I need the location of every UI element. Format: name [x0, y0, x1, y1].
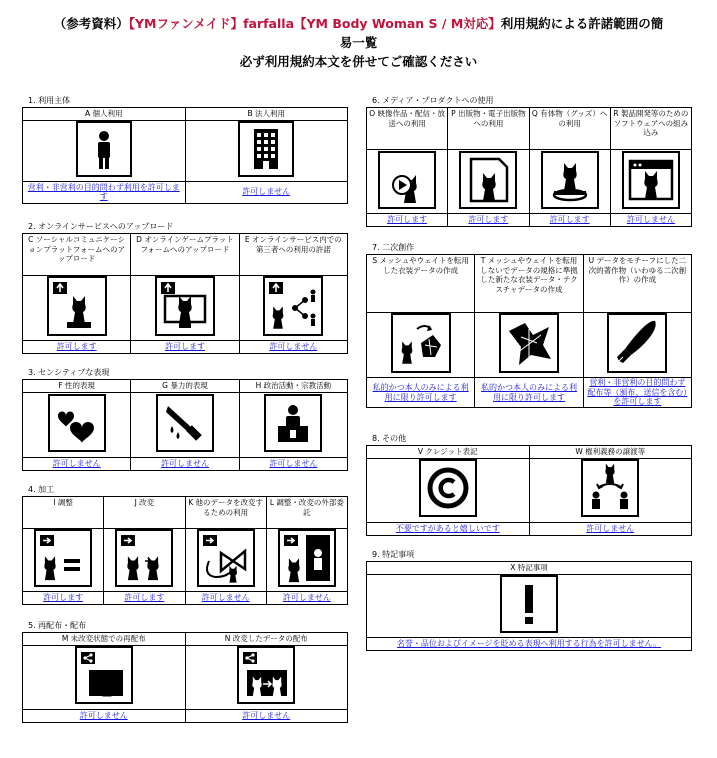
header-u: U データをモチーフにした二次的著作物（いわゆる二次創作）の作成	[583, 255, 691, 313]
header-h: H 政治活動・宗教活動	[239, 380, 347, 393]
section-9-label: 9. 特記事項	[372, 550, 415, 559]
redistribute-icon	[75, 646, 133, 704]
header-a: A 個人利用	[23, 108, 186, 121]
upload-cat-icon	[47, 276, 107, 336]
status-e: 許可しません	[239, 341, 347, 354]
header-w: W 権利義務の譲渡等	[529, 446, 692, 459]
header-r: R 製品開発等のためのソフトウェアへの組み込み	[610, 108, 691, 150]
section-8-table	[366, 445, 692, 536]
section-5-table	[22, 632, 348, 723]
title-product: 【YMファンメイド】farfalla【YM Body Woman S / M対応】	[128, 16, 501, 31]
status-c: 許可します	[23, 341, 131, 354]
status-n: 許可しません	[185, 709, 348, 722]
status-r: 許可しません	[610, 214, 691, 227]
exclamation-icon	[500, 575, 558, 633]
status-m: 許可しません	[23, 709, 186, 722]
title-prefix: （参考資料）	[53, 16, 129, 31]
status-u: 営利・非営利の目的問わず配布等（頒布、送信を含む）を許可します	[583, 378, 691, 408]
transfer-rights-icon	[581, 459, 639, 517]
mesh-transfer-icon	[391, 313, 451, 373]
header-s: S メッシュやウェイトを転用した衣装データの作成	[367, 255, 475, 313]
header-p: P 出版物・電子出版物への利用	[448, 108, 529, 150]
hearts-icon	[48, 394, 106, 452]
section-6-label: 6. メディア・プロダクトへの使用	[372, 96, 494, 105]
modify-icon	[115, 529, 173, 587]
status-g: 許可しません	[131, 458, 239, 471]
new-costume-icon	[499, 313, 559, 373]
header-n: N 改変したデータの配布	[185, 633, 348, 646]
header-l: L 調整・改変の外部委託	[266, 497, 347, 529]
section-1-table	[22, 107, 348, 204]
title-notice: 必ず利用規約本文を併せてご確認ください	[239, 54, 478, 69]
section-9-table	[366, 561, 692, 651]
status-k: 許可しません	[185, 592, 266, 605]
building-icon	[238, 121, 294, 177]
header-x: X 特記事項	[367, 562, 692, 575]
status-b: 許可しません	[185, 181, 348, 203]
section-8-label: 8. その他	[372, 434, 407, 443]
status-l: 許可しません	[266, 592, 347, 605]
status-o: 許可します	[367, 214, 448, 227]
video-icon	[378, 151, 436, 209]
header-t: T メッシュやウェイトを転用しないでデータの規格に準拠した新たな衣装データ・テクスチャデータの作成	[475, 255, 583, 313]
status-h: 許可しません	[239, 458, 347, 471]
header-d: D オンラインゲームプラットフォームへのアップロード	[131, 234, 239, 276]
knife-icon	[156, 394, 214, 452]
header-v: V クレジット表記	[367, 446, 530, 459]
status-x: 名誉・品位およびイメージを貶める表現へ利用する行為を許可しません。	[367, 637, 692, 650]
adjust-icon	[34, 529, 92, 587]
header-i: I 調整	[23, 497, 104, 529]
publication-icon	[459, 151, 517, 209]
status-v: 不要ですがあると嬉しいです	[367, 522, 530, 535]
status-q: 許可します	[529, 214, 610, 227]
header-e: E オンラインサービス内での第三者への利用の許諾	[239, 234, 347, 276]
status-p: 許可します	[448, 214, 529, 227]
podium-icon	[264, 394, 322, 452]
goods-icon	[541, 151, 599, 209]
status-a: 営利・非営利の目的問わず利用を許可します	[23, 181, 186, 203]
section-4-label: 4. 加工	[28, 485, 55, 494]
header-o: O 映像作品・配信・放送への利用	[367, 108, 448, 150]
section-4-table	[22, 496, 348, 605]
status-i: 許可します	[23, 592, 104, 605]
other-data-icon	[197, 529, 255, 587]
header-m: M 未改変状態での再配布	[23, 633, 186, 646]
distribute-modified-icon	[237, 646, 295, 704]
section-3-label: 3. センシティブな表現	[28, 368, 110, 377]
software-icon	[622, 151, 680, 209]
header-b: B 法人利用	[185, 108, 348, 121]
status-j: 許可します	[104, 592, 185, 605]
status-t: 私的かつ本人のみによる利用に限り許可します	[475, 378, 583, 408]
section-1-label: 1. 利用主体	[28, 96, 71, 105]
section-7-table	[366, 254, 692, 408]
outsource-icon	[278, 529, 336, 587]
header-g: G 暴力的表現	[131, 380, 239, 393]
header-c: C ソーシャルコミュニケーションプラットフォームへのアップロード	[23, 234, 131, 276]
upload-monitor-icon	[155, 276, 215, 336]
section-6-table	[366, 107, 692, 227]
header-j: J 改変	[104, 497, 185, 529]
status-f: 許可しません	[23, 458, 131, 471]
title-line2: 易一覧	[339, 35, 378, 50]
status-d: 許可します	[131, 341, 239, 354]
header-q: Q 有体物（グッズ）への利用	[529, 108, 610, 150]
section-2-table	[22, 233, 348, 354]
title-suffix: 利用規約による許諾範囲の簡	[500, 16, 664, 31]
status-s: 私的かつ本人のみによる利用に限り許可します	[367, 378, 475, 408]
header-f: F 性的表現	[23, 380, 131, 393]
share-people-icon	[263, 276, 323, 336]
section-2-label: 2. オンラインサービスへのアップロード	[28, 222, 174, 231]
section-5-label: 5. 再配布・配布	[28, 621, 87, 630]
header-k: K 他のデータを改変するための利用	[185, 497, 266, 529]
copyright-icon	[419, 459, 477, 517]
section-7-label: 7. 二次創作	[372, 243, 415, 252]
page-title	[0, 14, 717, 71]
person-icon	[76, 121, 132, 177]
section-3-table	[22, 379, 348, 471]
pen-icon	[607, 313, 667, 373]
status-w: 許可しません	[529, 522, 692, 535]
